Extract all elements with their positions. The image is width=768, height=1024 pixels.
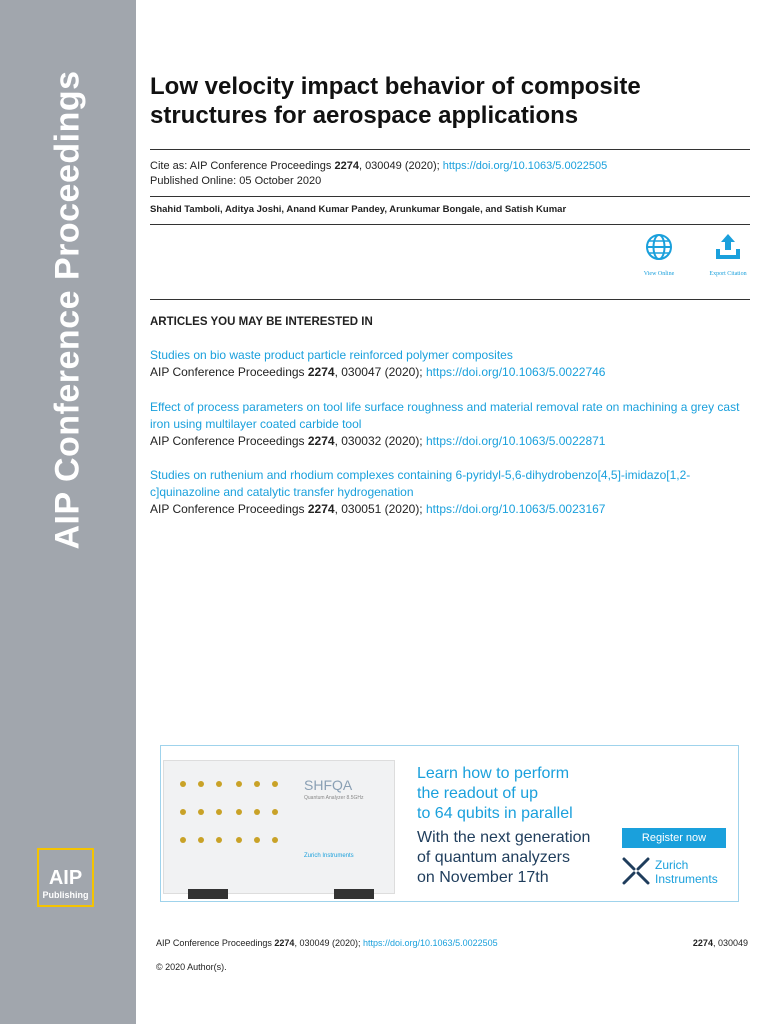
article-citation	[150, 433, 750, 450]
aip-publishing-logo[interactable]	[37, 848, 94, 907]
journal-title: AIP Conference Proceedings	[48, 70, 87, 550]
advertisement-banner[interactable]	[160, 745, 739, 902]
view-online-label: View Online	[643, 271, 675, 277]
device-image	[163, 760, 395, 894]
article-title-link[interactable]: Effect of process parameters on tool life surface roughness and material removal rate on machining a grey cast iron using multilayer coated carbide tool	[150, 400, 740, 431]
footer-pages: , 030049 (2020);	[294, 938, 363, 948]
citation-block	[150, 159, 607, 189]
zurich-logo-text	[655, 858, 718, 886]
cite-prefix: Cite as: AIP Conference Proceedings	[150, 160, 335, 172]
device-logo: Zurich Instruments	[304, 853, 354, 859]
divider	[150, 224, 750, 225]
register-now-button[interactable]: Register now	[622, 828, 726, 848]
ad-line2: the readout of up	[417, 785, 538, 802]
ad-line4: With the next generation	[417, 829, 591, 846]
article-volume: 2274	[307, 502, 335, 516]
divider	[150, 196, 750, 197]
footer-volume: 2274	[274, 938, 295, 948]
footer-doi-link[interactable]: https://doi.org/10.1063/5.0022505	[363, 938, 498, 948]
zurich-x-icon	[622, 856, 650, 886]
device-foot	[188, 889, 228, 899]
article-doi-link[interactable]: https://doi.org/10.1063/5.0022746	[425, 365, 606, 379]
divider	[150, 299, 750, 300]
footer-page-number: , 030049	[712, 938, 748, 948]
article-title-link[interactable]: Studies on bio waste product particle reinforced polymer composites	[150, 348, 513, 362]
ad-headline	[417, 764, 573, 824]
article-pages: , 030047 (2020);	[334, 365, 426, 379]
cite-volume: 2274	[334, 160, 359, 172]
ad-subheadline	[417, 828, 590, 888]
logo-line1: AIP	[48, 867, 83, 889]
article-journal: AIP Conference Proceedings	[150, 365, 308, 379]
article-doi-link[interactable]: https://doi.org/10.1063/5.0023167	[425, 502, 606, 516]
export-citation-label: Export Citation	[709, 271, 747, 277]
related-article	[150, 467, 750, 518]
device-subtitle: Quantum Analyzer 8.5GHz	[304, 795, 364, 801]
zurich-logo-line2: Instruments	[655, 872, 718, 886]
authors: Shahid Tamboli, Aditya Joshi, Anand Kumar Pandey, Arunkumar Bongale, and Satish Kumar	[150, 204, 567, 215]
ad-line1: Learn how to perform	[417, 765, 570, 782]
zurich-instruments-logo[interactable]	[622, 856, 742, 890]
export-icon	[712, 232, 744, 262]
export-citation-button[interactable]	[698, 232, 758, 277]
footer-page-id	[693, 938, 748, 948]
article-citation	[150, 364, 750, 381]
article-citation	[150, 501, 750, 518]
cite-suffix: , 030049 (2020);	[358, 160, 443, 172]
globe-icon	[644, 232, 674, 262]
footer-page-volume: 2274	[692, 938, 713, 948]
footer-journal: AIP Conference Proceedings	[156, 938, 275, 948]
ad-line3: to 64 qubits in parallel	[417, 805, 573, 822]
article-volume: 2274	[307, 365, 335, 379]
article-journal: AIP Conference Proceedings	[150, 502, 308, 516]
view-online-button[interactable]	[629, 232, 689, 277]
logo-line2: Publishing	[42, 890, 89, 900]
zurich-logo-line1: Zurich	[655, 858, 689, 872]
ad-line6: on November 17th	[417, 869, 549, 886]
copyright: © 2020 Author(s).	[156, 962, 227, 972]
related-article	[150, 399, 750, 450]
device-connector-grid	[176, 773, 296, 863]
device-brand: SHFQA	[304, 777, 353, 793]
related-article	[150, 347, 750, 381]
footer-citation	[156, 938, 498, 948]
device-foot	[334, 889, 374, 899]
article-volume: 2274	[307, 434, 335, 448]
related-articles-heading: ARTICLES YOU MAY BE INTERESTED IN	[150, 316, 373, 328]
sidebar	[0, 0, 136, 1024]
paper-title: Low velocity impact behavior of composite structures for aerospace applications	[150, 73, 641, 129]
article-journal: AIP Conference Proceedings	[150, 434, 308, 448]
published-date: Published Online: 05 October 2020	[150, 175, 322, 187]
article-pages: , 030032 (2020);	[334, 434, 426, 448]
cite-doi-link[interactable]: https://doi.org/10.1063/5.0022505	[442, 160, 608, 172]
article-title-link[interactable]: Studies on ruthenium and rhodium complexes containing 6-pyridyl-5,6-dihydrobenzo[4,5]-imidazo[1,2-c]quinazoline and catalytic transfer hydrogenation	[150, 468, 691, 499]
ad-line5: of quantum analyzers	[417, 849, 570, 866]
article-pages: , 030051 (2020);	[334, 502, 426, 516]
article-doi-link[interactable]: https://doi.org/10.1063/5.0022871	[425, 434, 606, 448]
cite-line	[150, 159, 607, 174]
divider	[150, 149, 750, 150]
